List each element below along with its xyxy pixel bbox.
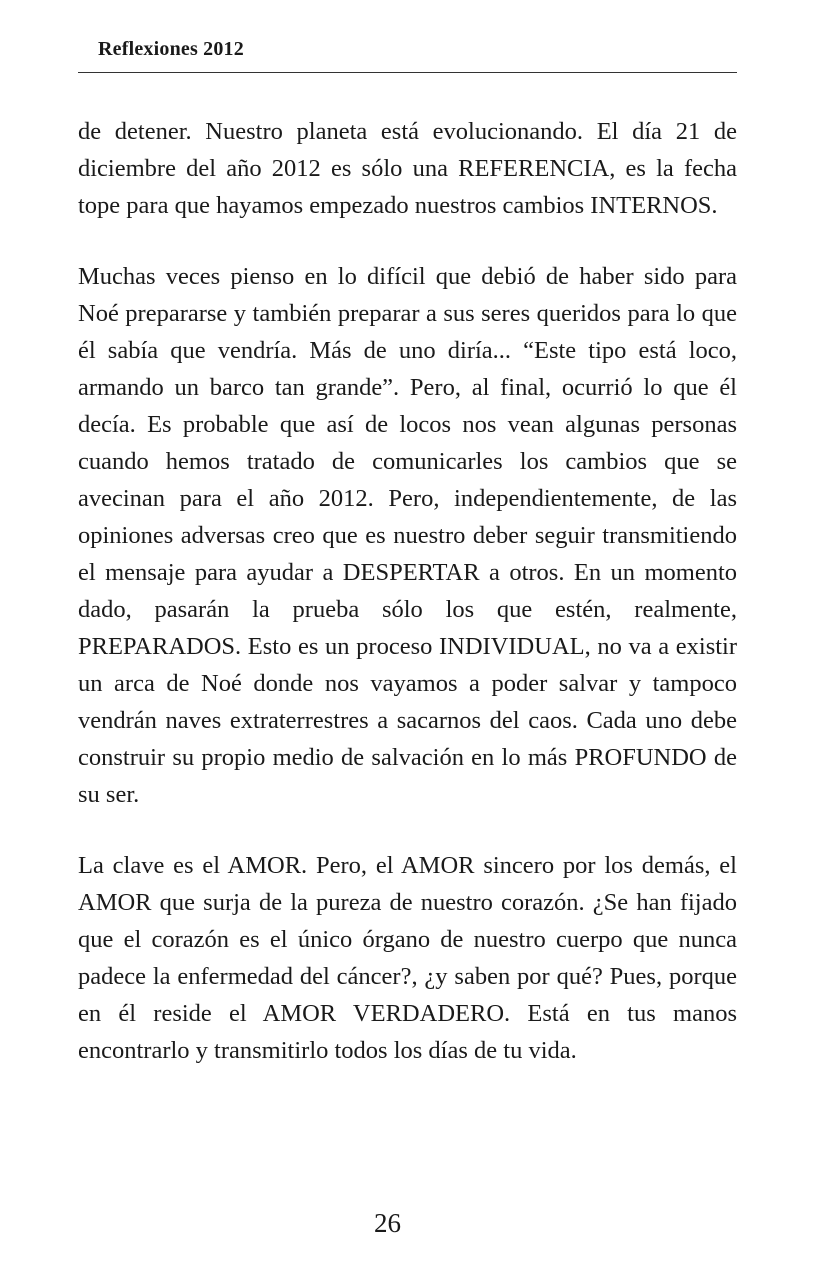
header-divider	[78, 72, 737, 73]
paragraph-3: La clave es el AMOR. Pero, el AMOR sincero por los demás, el AMOR que surja de la pureza de nuestro corazón. ¿Se han fijado que el corazón es el único órgano de nuestro cuerpo que nunca padece la enfermedad del cáncer?, ¿y saben por qué? Pues, porque en él reside el AMOR VERDADERO. Está en tus manos encontrarlo y transmitirlo todos los días de tu vida.	[78, 852, 737, 1064]
page-body	[78, 113, 737, 1069]
paragraph-2: Muchas veces pienso en lo difícil que debió de haber sido para Noé prepararse y también preparar a sus seres queridos para lo que él sabía que vendría. Más de uno diría... “Este tipo está loco, armando un barco tan grande”. Pero, al final, ocurrió lo que él decía. Es probable que así de locos nos vean algunas personas cuando hemos tratado de comunicarles los cambios que se avecinan para el año 2012. Pero, independientemente, de las opiniones adversas creo que es nuestro deber seguir transmitiendo el mensaje para ayudar a DESPERTAR a otros. En un momento dado, pasarán la prueba sólo los que estén, realmente, PREPARADOS. Esto es un proceso INDIVIDUAL, no va a existir un arca de Noé donde nos vayamos a poder salvar y tampoco vendrán naves extraterrestres a sacarnos del caos. Cada uno debe construir su propio medio de salvación en lo más PROFUNDO de su ser.	[78, 263, 737, 808]
page-number: 26	[374, 1208, 401, 1238]
running-head-title: Reflexiones 2012	[98, 38, 244, 60]
paragraph-1: de detener. Nuestro planeta está evolucionando. El día 21 de diciembre del año 2012 es sólo una REFERENCIA, es la fecha tope para que hayamos empezado nuestros cambios INTERNOS.	[78, 118, 737, 219]
